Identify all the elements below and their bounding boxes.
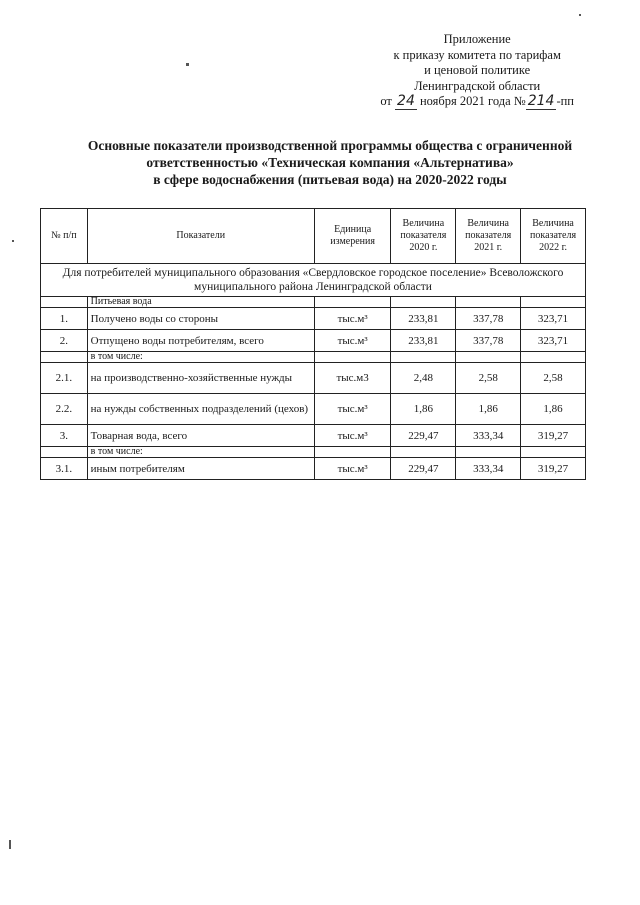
cell-name: Отпущено воды потребителям, всего bbox=[87, 330, 314, 352]
cell-2020 bbox=[391, 447, 456, 458]
cell-2020: 1,86 bbox=[391, 394, 456, 425]
cell-2022 bbox=[521, 352, 586, 363]
cell-2020: 229,47 bbox=[391, 458, 456, 480]
cell-2022 bbox=[521, 447, 586, 458]
cell-unit: тыс.м³ bbox=[314, 458, 391, 480]
table-row bbox=[41, 425, 586, 447]
cell-num bbox=[41, 447, 88, 458]
cell-unit bbox=[314, 447, 391, 458]
cell-2022: 323,71 bbox=[521, 308, 586, 330]
table-row bbox=[41, 352, 586, 363]
title-line-2: ответственностью «Техническая компания «Альтернатива» bbox=[146, 155, 514, 170]
table-row bbox=[41, 458, 586, 480]
cell-2021: 337,78 bbox=[456, 308, 521, 330]
cell-2022: 319,27 bbox=[521, 425, 586, 447]
cell-2022: 1,86 bbox=[521, 394, 586, 425]
cell-name: в том числе: bbox=[87, 447, 314, 458]
indicators-table bbox=[40, 208, 586, 480]
date-middle: ноября 2021 года № bbox=[419, 94, 526, 108]
scan-speck bbox=[579, 14, 581, 16]
cell-name: Товарная вода, всего bbox=[87, 425, 314, 447]
header-unit: Единица измерения bbox=[314, 209, 391, 264]
cell-2020: 229,47 bbox=[391, 425, 456, 447]
header-line-2: к приказу комитета по тарифам bbox=[393, 47, 561, 62]
header-line-3: и ценовой политике bbox=[424, 63, 531, 77]
cell-2022: 323,71 bbox=[521, 330, 586, 352]
cell-2020: 233,81 bbox=[391, 330, 456, 352]
table-row bbox=[41, 363, 586, 394]
cell-name: на нужды собственных подразделений (цехов) bbox=[87, 394, 314, 425]
cell-unit: тыс.м³ bbox=[314, 394, 391, 425]
table-row bbox=[41, 297, 586, 308]
header-2020: Величина показателя 2020 г. bbox=[391, 209, 456, 264]
handwritten-day: 24 bbox=[397, 93, 415, 109]
cell-2020 bbox=[391, 297, 456, 308]
title-line-1: Основные показатели производственной программы общества с ограниченной bbox=[87, 138, 573, 153]
order-date-line bbox=[380, 94, 574, 110]
table-row bbox=[41, 447, 586, 458]
cell-2020: 2,48 bbox=[391, 363, 456, 394]
cell-2021: 1,86 bbox=[456, 394, 521, 425]
cell-name: иным потребителям bbox=[87, 458, 314, 480]
cell-2021: 337,78 bbox=[456, 330, 521, 352]
cell-2021 bbox=[456, 297, 521, 308]
cell-num bbox=[41, 297, 88, 308]
header-num: № п/п bbox=[41, 209, 88, 264]
cell-name: Питьевая вода bbox=[87, 297, 314, 308]
cell-2020: 233,81 bbox=[391, 308, 456, 330]
header-2022: Величина показателя 2022 г. bbox=[521, 209, 586, 264]
cell-2021: 333,34 bbox=[456, 458, 521, 480]
cell-num: 3.1. bbox=[41, 458, 88, 480]
handwritten-order-number: 214 bbox=[527, 93, 555, 109]
title-line-3: в сфере водоснабжения (питьевая вода) на 2020-2022 годы bbox=[153, 172, 507, 187]
cell-unit bbox=[314, 297, 391, 308]
cell-name: Получено воды со стороны bbox=[87, 308, 314, 330]
cell-2021: 2,58 bbox=[456, 363, 521, 394]
cell-2021: 333,34 bbox=[456, 425, 521, 447]
header-line-4: Ленинградской области bbox=[414, 78, 541, 93]
cell-num bbox=[41, 352, 88, 363]
cell-name: на производственно-хозяйственные нужды bbox=[87, 363, 314, 394]
table-row bbox=[41, 308, 586, 330]
scan-speck bbox=[9, 840, 11, 849]
table-row bbox=[41, 394, 586, 425]
cell-num: 2.2. bbox=[41, 394, 88, 425]
date-prefix: от bbox=[380, 94, 392, 108]
cell-unit: тыс.м3 bbox=[314, 363, 391, 394]
consumers-banner: Для потребителей муниципального образования «Свердловское городское поселение» Всеволожского муниципального района Ленинградской области bbox=[41, 264, 586, 297]
cell-2022: 319,27 bbox=[521, 458, 586, 480]
cell-num: 2. bbox=[41, 330, 88, 352]
cell-2021 bbox=[456, 447, 521, 458]
cell-unit: тыс.м³ bbox=[314, 308, 391, 330]
header-name: Показатели bbox=[87, 209, 314, 264]
cell-num: 3. bbox=[41, 425, 88, 447]
table-row bbox=[41, 330, 586, 352]
document-title bbox=[70, 137, 590, 188]
table-header-row bbox=[41, 209, 586, 264]
document-header bbox=[380, 32, 574, 110]
scan-speck bbox=[12, 240, 14, 242]
cell-name: в том числе: bbox=[87, 352, 314, 363]
cell-2022 bbox=[521, 297, 586, 308]
cell-unit: тыс.м³ bbox=[314, 330, 391, 352]
cell-unit: тыс.м³ bbox=[314, 425, 391, 447]
table-banner-row bbox=[41, 264, 586, 297]
cell-num: 2.1. bbox=[41, 363, 88, 394]
cell-num: 1. bbox=[41, 308, 88, 330]
cell-2022: 2,58 bbox=[521, 363, 586, 394]
cell-2021 bbox=[456, 352, 521, 363]
header-line-1: Приложение bbox=[443, 32, 511, 46]
date-suffix: -пп bbox=[556, 94, 574, 108]
cell-unit bbox=[314, 352, 391, 363]
cell-2020 bbox=[391, 352, 456, 363]
header-2021: Величина показателя 2021 г. bbox=[456, 209, 521, 264]
scan-speck bbox=[186, 63, 189, 66]
